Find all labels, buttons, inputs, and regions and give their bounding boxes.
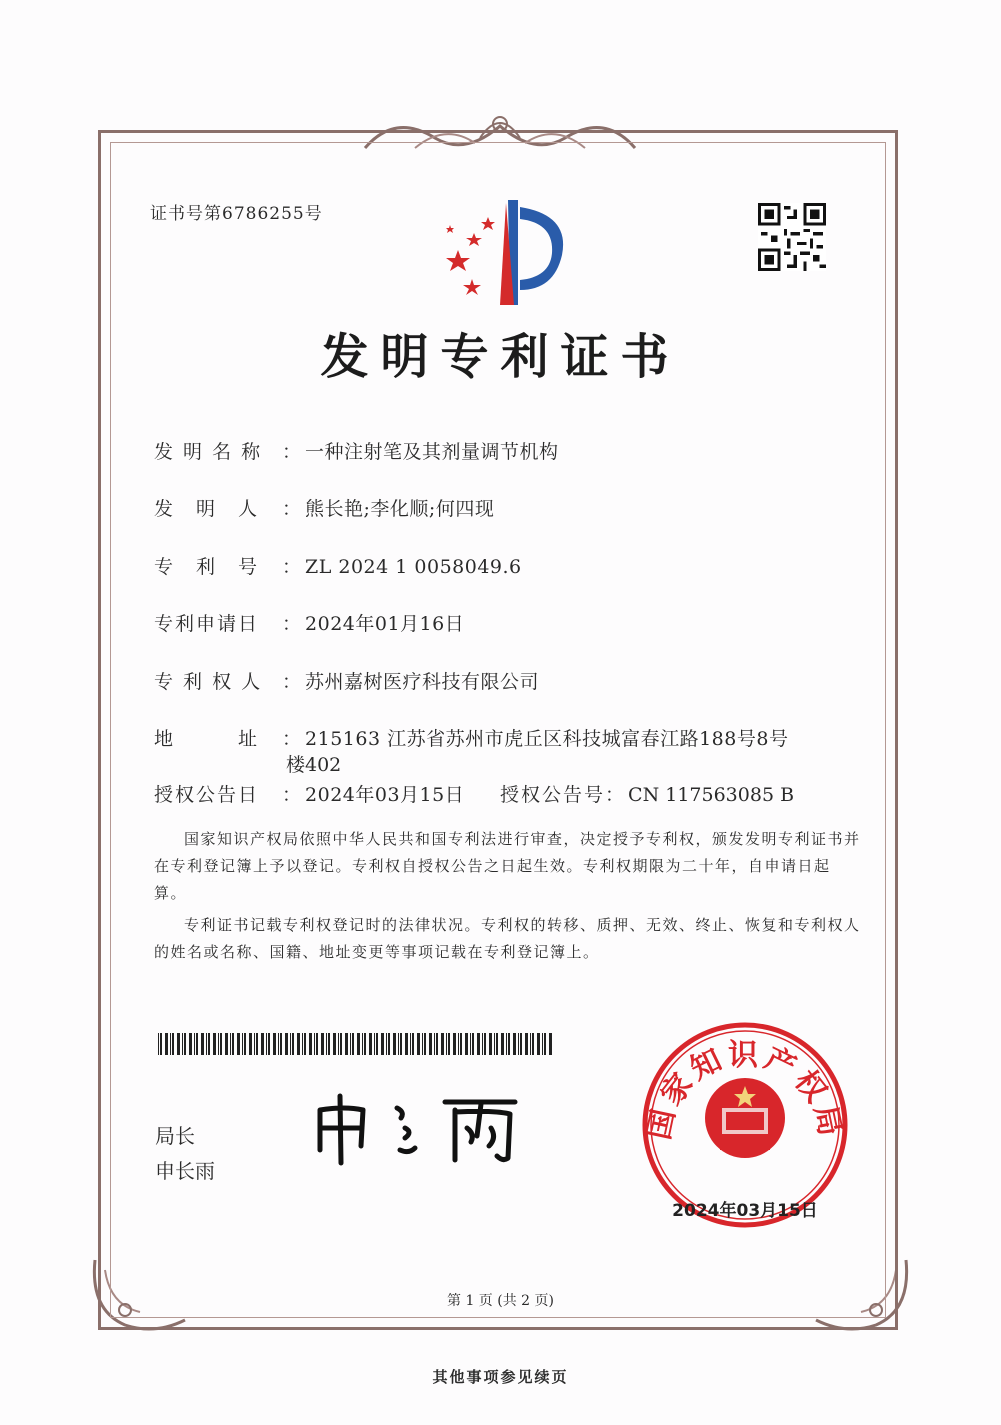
invention-name-label: 发 明 名 称 [154,441,263,463]
seal-text: 国家知识产权局 [641,1038,849,1143]
director-title: 局长 [155,1124,195,1148]
continued-note: 其他事项参见续页 [432,1368,569,1386]
patentee-value: 苏州嘉树医疗科技有限公司 [305,671,540,693]
patent-number-value: ZL 2024 1 0058049.6 [305,556,522,578]
address-value-line2: 楼402 [286,754,342,776]
document-title: 发明专利证书 [320,329,681,385]
director-name: 申长雨 [155,1159,215,1183]
grant-pub-no-value: CN 117563085 B [628,784,795,806]
field-patent-number: 专 利 号 ： ZL 2024 1 0058049.6 [154,552,522,579]
field-address: 地 址 ： 215163 江苏省苏州市虎丘区科技城富春江路188号8号 [154,724,788,751]
field-grant-publication-number: 授权公告号： CN 117563085 B [500,784,795,806]
field-invention-name: 发 明 名 称 ： 一种注射笔及其剂量调节机构 [154,437,559,464]
field-filing-date: 专利申请日 ： 2024年01月16日 [154,609,464,636]
address-value-line1: 215163 江苏省苏州市虎丘区科技城富春江路188号8号 [305,728,789,750]
legal-paragraph-1: 国家知识产权局依照中华人民共和国专利法进行审查，决定授予专利权，颁发发明专利证书并在专利登记簿上予以登记。专利权自授权公告之日起生效。专利权期限为二十年，自申请日起算。 [154,830,861,902]
field-inventor: 发 明 人 ： 熊长艳;李化顺;何四现 [154,494,494,521]
field-patentee: 专 利 权 人 ： 苏州嘉树医疗科技有限公司 [154,667,539,694]
barcode [158,1033,553,1055]
qr-code [758,203,826,271]
page-number: 第 1 页 (共 2 页) [447,1293,554,1309]
grant-date-value: 2024年03月15日 [305,784,465,806]
director-signature [305,1088,525,1168]
filing-date-label: 专利申请日 [154,613,260,635]
grant-date-label: 授权公告日 [154,784,260,806]
certificate-number: 证书号第6786255号 [150,204,323,224]
address-label: 地 址 [154,728,260,750]
field-grant-date: 授权公告日 ： 2024年03月15日 [154,780,464,807]
patentee-label: 专 利 权 人 [154,671,263,693]
inventor-label: 发 明 人 [154,498,260,520]
filing-date-value: 2024年01月16日 [305,613,465,635]
invention-name-value: 一种注射笔及其剂量调节机构 [305,441,559,463]
seal-date: 2024年03月15日 [672,1201,818,1221]
patent-number-label: 专 利 号 [154,556,260,578]
cnipa-logo [430,195,580,315]
grant-pub-no-label: 授权公告号 [500,784,606,806]
legal-paragraph-2: 专利证书记载专利权登记时的法律状况。专利权的转移、质押、无效、终止、恢复和专利权人的姓名或名称、国籍、地址变更等事项记载在专利登记簿上。 [154,916,861,961]
inventor-value: 熊长艳;李化顺;何四现 [305,498,495,520]
